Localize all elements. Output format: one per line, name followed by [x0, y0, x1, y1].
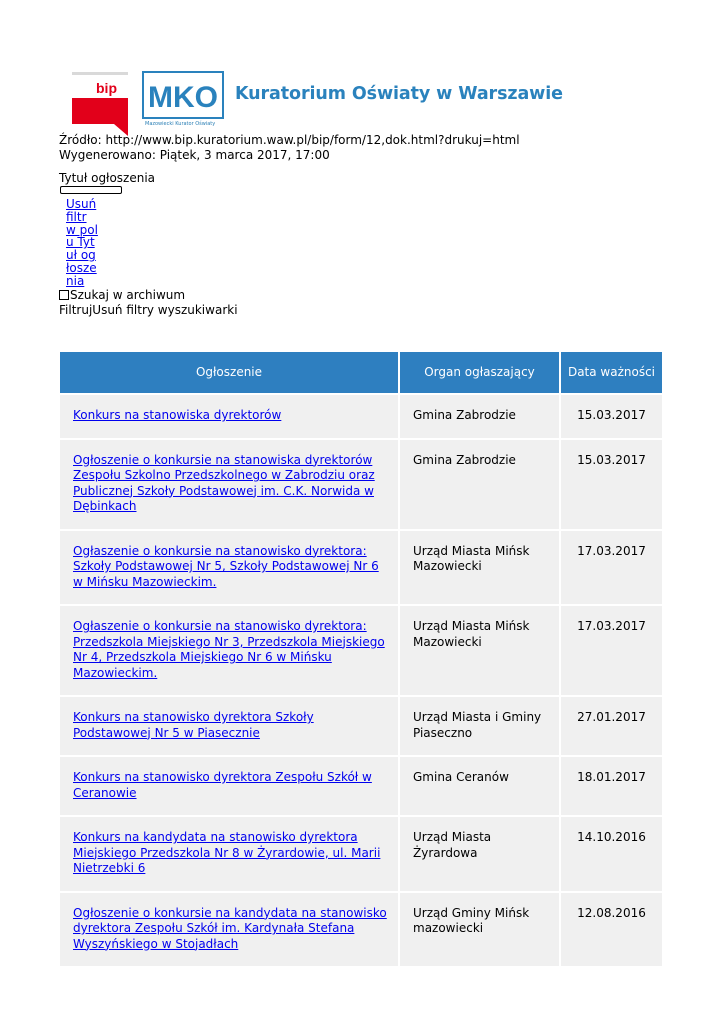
mko-subtitle: Mazowiecki Kurator Oświaty — [145, 121, 216, 127]
announcement-link[interactable]: Konkurs na kandydata na stanowisko dyrektora Miejskiego Przedszkola Nr 8 w Żyrardowie, ul. Marii Nietrzebki 6 — [73, 830, 381, 875]
table-row — [60, 530, 662, 606]
announcement-cell — [60, 816, 399, 892]
header — [72, 70, 563, 136]
announcement-link[interactable]: Konkurs na stanowisko dyrektora Szkoły Podstawowej Nr 5 w Piasecznie — [73, 710, 314, 740]
announcement-cell — [60, 696, 399, 756]
meta-info — [59, 133, 520, 163]
title-input[interactable] — [60, 186, 122, 194]
search-form — [59, 171, 238, 318]
column-header-announcement: Ogłoszenie — [60, 352, 399, 394]
archive-label: Szukaj w archiwum — [70, 287, 186, 302]
announcement-cell — [60, 605, 399, 696]
archive-checkbox[interactable] — [59, 290, 69, 300]
date-cell: 15.03.2017 — [560, 394, 662, 439]
organ-cell: Urząd Miasta Mińsk Mazowiecki — [399, 530, 560, 606]
announcement-link[interactable]: Ogłoszenie o konkursie na kandydata na stanowisko dyrektora Zespołu Szkół im. Kardynała Stefana Wyszyńskiego w Stojadłach — [73, 905, 387, 951]
announcement-cell — [60, 439, 399, 530]
organ-cell: Urząd Miasta Żyrardowa — [399, 816, 560, 892]
table-row — [60, 756, 662, 816]
table-row — [60, 394, 662, 439]
organ-cell: Gmina Zabrodzie — [399, 439, 560, 530]
announcement-cell — [60, 892, 399, 967]
column-header-date: Data ważności — [560, 352, 662, 394]
date-cell: 14.10.2016 — [560, 816, 662, 892]
site-title: Kuratorium Oświaty w Warszawie — [235, 84, 563, 104]
title-label: Tytuł ogłoszenia — [59, 171, 156, 185]
table-row — [60, 816, 662, 892]
form-buttons — [59, 303, 238, 318]
mko-logo — [142, 71, 224, 119]
date-cell: 12.08.2016 — [560, 892, 662, 967]
remove-filter-link[interactable]: Usuń filtr w polu Tytuł ogłoszenia — [66, 197, 98, 288]
bip-logo-text: bip — [96, 80, 117, 96]
table-header-row — [60, 352, 662, 394]
date-cell: 17.03.2017 — [560, 605, 662, 696]
mko-logo-text: MKO — [148, 81, 218, 114]
table-row — [60, 696, 662, 756]
announcement-cell — [60, 756, 399, 816]
announcements-table — [60, 352, 662, 966]
table-row — [60, 439, 662, 530]
announcement-link[interactable]: Konkurs na stanowiska dyrektorów — [73, 408, 282, 422]
announcement-cell — [60, 394, 399, 439]
archive-option[interactable] — [59, 288, 238, 303]
announcement-link[interactable]: Ogłaszenie o konkursie na stanowisko dyrektora: Szkoły Podstawowej Nr 5, Szkoły Podstawowej Nr 6 w Mińsku Mazowieckim. — [73, 543, 379, 589]
filter-button[interactable]: Filtruj — [59, 302, 93, 317]
announcement-link[interactable]: Ogłoszenie o konkursie na stanowiska dyrektorów Zespołu Szkolno Przedszkolnego w Zabrodziu oraz Publicznej Szkoły Podstawowej im. C.K. Norwida w Dębinkach — [73, 452, 375, 513]
column-header-organ: Organ ogłaszający — [399, 352, 560, 394]
clear-filters-button[interactable]: Usuń filtry wyszukiwarki — [92, 302, 238, 317]
date-cell: 27.01.2017 — [560, 696, 662, 756]
source-line: Źródło: http://www.bip.kuratorium.waw.pl/bip/form/12,dok.html?drukuj=html — [59, 133, 520, 147]
date-cell: 17.03.2017 — [560, 530, 662, 606]
announcement-link[interactable]: Ogłaszenie o konkursie na stanowisko dyrektora: Przedszkola Miejskiego Nr 3, Przedszkola Miejskiego Nr 4, Przedszkola Miejskiego Nr 6 w Mińsku Mazowieckim. — [73, 619, 385, 680]
generated-line: Wygenerowano: Piątek, 3 marca 2017, 17:00 — [59, 148, 330, 162]
date-cell: 18.01.2017 — [560, 756, 662, 816]
date-cell: 15.03.2017 — [560, 439, 662, 530]
organ-cell: Urząd Miasta Mińsk Mazowiecki — [399, 605, 560, 696]
table-row — [60, 892, 662, 967]
organ-cell: Urząd Gminy Mińsk mazowiecki — [399, 892, 560, 967]
announcement-cell — [60, 530, 399, 606]
bip-logo — [72, 72, 128, 136]
table-row — [60, 605, 662, 696]
organ-cell: Gmina Ceranów — [399, 756, 560, 816]
organ-cell: Gmina Zabrodzie — [399, 394, 560, 439]
announcement-link[interactable]: Konkurs na stanowisko dyrektora Zespołu Szkół w Ceranowie — [73, 770, 372, 800]
organ-cell: Urząd Miasta i Gminy Piaseczno — [399, 696, 560, 756]
